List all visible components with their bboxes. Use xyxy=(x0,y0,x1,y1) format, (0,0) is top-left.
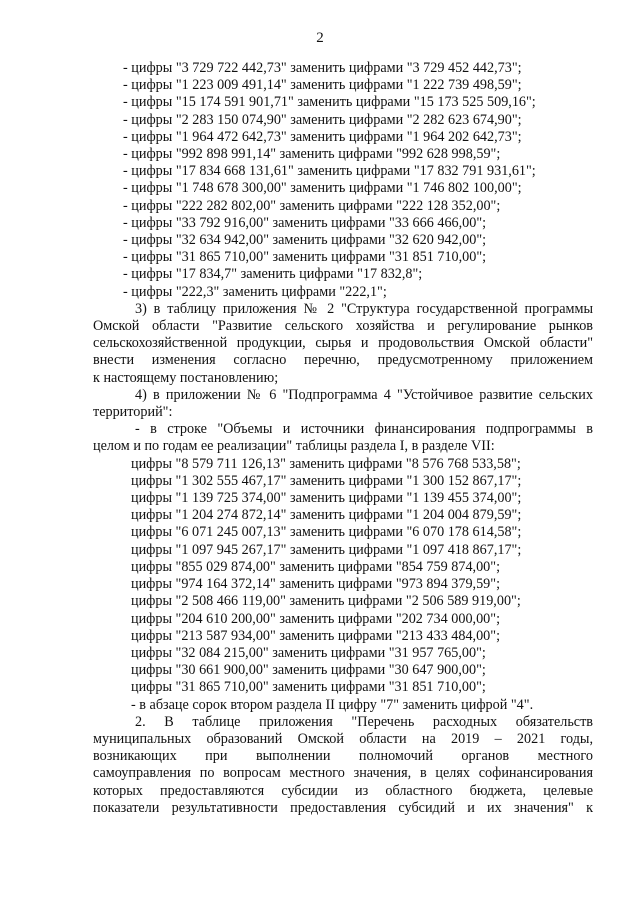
paragraph-line: возникающих при выполнении полномочий органов местного xyxy=(93,748,593,765)
list-item: цифры "32 084 215,00" заменить цифрами "31 957 765,00"; xyxy=(131,644,486,661)
list-item: цифры "1 302 555 467,17" заменить цифрами "1 300 152 867,17"; xyxy=(131,472,522,489)
paragraph-4 xyxy=(93,387,593,456)
replacement-list-a xyxy=(93,60,593,301)
list-item: цифры "8 579 711 126,13" заменить цифрами "8 576 768 533,58"; xyxy=(131,455,521,472)
list-item: - цифры "15 174 591 901,71" заменить цифрами "15 173 525 509,16"; xyxy=(123,94,536,111)
paragraph-line: муниципальных образований Омской области на 2019 – 2021 годы, xyxy=(93,730,593,747)
list-item: - цифры "3 729 722 442,73" заменить цифрами "3 729 452 442,73"; xyxy=(123,60,522,76)
paragraph-line: целом и по годам ее реализации" таблицы раздела I, в разделе VII: xyxy=(93,438,495,455)
list-item: - цифры "222 282 802,00" заменить цифрами "222 128 352,00"; xyxy=(123,197,501,214)
paragraph-line: которых предоставляются субсидии из областного бюджета, целевые xyxy=(93,782,593,799)
list-item: цифры "2 508 466 119,00" заменить цифрами "2 506 589 919,00"; xyxy=(131,593,521,610)
paragraph-line: самоуправления по вопросам местного значения, в целях софинансирования xyxy=(93,765,593,782)
paragraph-line: сельскохозяйственной продукции, сырья и продовольствия Омской области" xyxy=(93,335,593,352)
list-item: цифры "213 587 934,00" заменить цифрами "213 433 484,00"; xyxy=(131,627,501,644)
paragraph-line: к настоящему постановлению; xyxy=(93,369,279,386)
list-item: - цифры "33 792 916,00" заменить цифрами "33 666 466,00"; xyxy=(123,214,487,231)
paragraph-3 xyxy=(93,301,593,387)
replacement-list-b xyxy=(93,456,593,697)
page-number: 2 xyxy=(316,30,324,46)
paragraph-line: 4) в приложении № 6 "Подпрограмма 4 "Устойчивое развитие сельских xyxy=(135,386,593,403)
list-item: цифры "31 865 710,00" заменить цифрами "31 851 710,00"; xyxy=(131,679,486,696)
list-item: - цифры "31 865 710,00" заменить цифрами "31 851 710,00"; xyxy=(123,249,487,266)
list-item: - цифры "17 834 668 131,61" заменить цифрами "17 832 791 931,61"; xyxy=(123,163,536,180)
document-body xyxy=(93,60,593,817)
list-item: цифры "6 071 245 007,13" заменить цифрами "6 070 178 614,58"; xyxy=(131,524,522,541)
list-item: цифры "1 204 274 872,14" заменить цифрами "1 204 004 879,59"; xyxy=(131,507,522,524)
list-item: цифры "1 139 725 374,00" заменить цифрами "1 139 455 374,00"; xyxy=(131,490,522,507)
paragraph-line: Омской области "Развитие сельского хозяйства и регулирование рынков xyxy=(93,318,593,335)
paragraph-line: внести изменения согласно перечню, предусмотренному приложением xyxy=(93,352,593,369)
list-item: - цифры "992 898 991,14" заменить цифрами "992 628 998,59"; xyxy=(123,146,501,163)
paragraph-line: - в строке "Объемы и источники финансирования подпрограммы в xyxy=(135,421,593,438)
paragraph-line: показатели результативности предоставления субсидий и их значения" к xyxy=(93,799,593,816)
list-item: цифры "855 029 874,00" заменить цифрами "854 759 874,00"; xyxy=(131,558,501,575)
list-item: - цифры "2 283 150 074,90" заменить цифрами "2 282 623 674,90"; xyxy=(123,111,522,128)
list-item: - цифры "1 748 678 300,00" заменить цифрами "1 746 802 100,00"; xyxy=(123,180,522,197)
list-item: цифры "1 097 945 267,17" заменить цифрами "1 097 418 867,17"; xyxy=(131,541,522,558)
list-item: - цифры "1 223 009 491,14" заменить цифрами "1 222 739 498,59"; xyxy=(123,77,522,94)
section-2 xyxy=(93,714,593,817)
list-item: цифры "974 164 372,14" заменить цифрами "973 894 379,59"; xyxy=(131,576,501,593)
list-item: цифры "30 661 900,00" заменить цифрами "30 647 900,00"; xyxy=(131,662,486,679)
paragraph-line: территорий": xyxy=(93,404,173,421)
list-item: цифры "204 610 200,00" заменить цифрами "202 734 000,00"; xyxy=(131,610,501,627)
paragraph-line: 2. В таблице приложения "Перечень расходных обязательств xyxy=(135,713,593,730)
paragraph-line: 3) в таблицу приложения № 2 "Структура государственной программы xyxy=(135,300,593,317)
paragraph-line: - в абзаце сорок втором раздела II цифру "7" заменить цифрой "4". xyxy=(131,696,534,713)
list-item: - цифры "1 964 472 642,73" заменить цифрами "1 964 202 642,73"; xyxy=(123,128,522,145)
list-item: - цифры "17 834,7" заменить цифрами "17 832,8"; xyxy=(123,266,423,283)
list-item: - цифры "32 634 942,00" заменить цифрами "32 620 942,00"; xyxy=(123,232,487,249)
list-item: - цифры "222,3" заменить цифрами "222,1"; xyxy=(123,283,387,300)
